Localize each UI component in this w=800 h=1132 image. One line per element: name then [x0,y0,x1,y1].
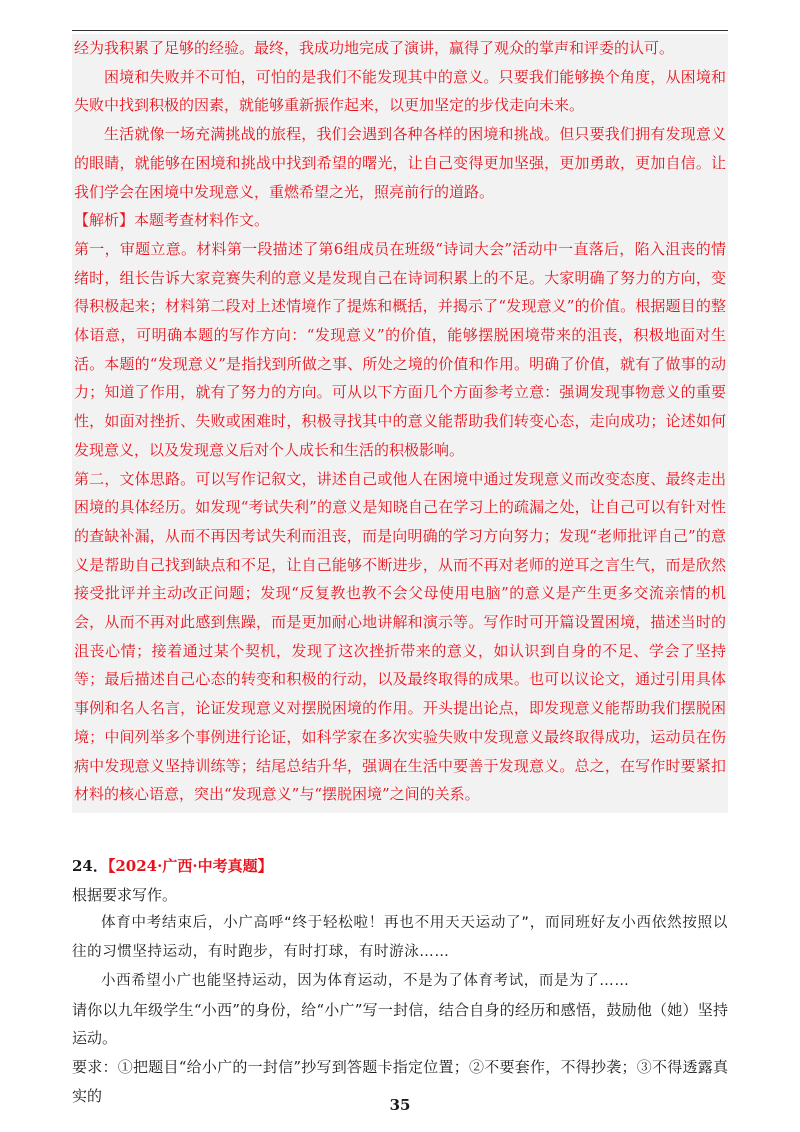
analysis-heading: 【解析】本题考查材料作文。 [74,211,270,230]
question-number: 24． [72,857,108,875]
question-24 [72,852,728,1110]
question-material-2: 小西希望小广也能坚持运动，因为体育运动，不是为了体育考试，而是为了…… [101,972,630,989]
header-rule [72,30,728,31]
page-number: 35 [389,1096,411,1114]
essay-paragraph: 生活就像一场充满挑战的旅程，我们会遇到各种各样的困境和挑战。但只要我们拥有发现意义的眼睛，就能够在困境和挑战中找到希望的曙光，让自己变得更加坚强，更加勇敢，更加自信。让我们学会在困境中发现意义，重燃希望之光，照亮前行的道路。 [74,125,726,201]
essay-paragraph: 经为我积累了足够的经验。最终，我成功地完成了演讲，赢得了观众的掌声和评委的认可。 [74,39,675,57]
analysis-paragraph-2: 第二，文体思路。可以写作记叙文，讲述自己或他人在困境中通过发现意义而改变态度、最终走出困境的具体经历。如发现“考试失利”的意义是知晓自己在学习上的疏漏之处，让自己可以有针对性的查缺补漏，从而不再因考试失利而沮丧，而是向明确的学习方向努力；发现“老师批评自己”的意义是帮助自己找到缺点和不足，让自己能够不断进步，从而不再对老师的逆耳之言生气，而是欣然接受批评并主动改正问题；发现“反复教也教不会父母使用电脑”的意义是产生更多交流亲情的机会，从而不再对此感到焦躁，而是更加耐心地讲解和演示等。写作时可开篇设置困境，描述当时的沮丧心情；接着通过某个契机，发现了这次挫折带来的意义，如认识到自身的不足、学会了坚持等；最后描述自己心态的转变和积极的行动，以及最终取得的成果。也可以议论文，通过引用具体事例和名人名言，论证发现意义对摆脱困境的作用。开头提出论点，即发现意义能帮助我们摆脱困境；中间列举多个事例进行论证，如科学家在多次实验失败中发现意义最终取得成功，运动员在伤病中发现意义坚持训练等；结尾总结升华，强调在生活中要善于发现意义。总之，在写作时要紧扣材料的核心语意，突出“发现意义”与“摆脱困境”之间的关系。 [74,469,726,804]
essay-paragraph: 困境和失败并不可怕，可怕的是我们不能发现其中的意义。只要我们能够换个角度，从困境和失败中找到积极的因素，就能够重新振作起来，以更加坚定的步伐走向未来。 [74,67,726,115]
question-heading [72,852,728,881]
question-requirements: 要求：①把题目“给小广的一封信”抄写到答题卡指定位置；②不要套作，不得抄袭；③不得透露真实的 [72,1057,728,1105]
answer-block [72,34,728,813]
question-source: 【2024·广西·中考真题】 [107,857,273,875]
question-task: 请你以九年级学生“小西”的身份，给“小广”写一封信，结合自身的经历和感悟，鼓励他（她）坚持运动。 [72,1000,728,1048]
question-material-1: 体育中考结束后，小广高呼“终于轻松啦！再也不用天天运动了”，而同班好友小西依然按照以往的习惯坚持运动，有时跑步，有时打球，有时游泳…… [72,915,728,961]
question-instruction: 根据要求写作。 [72,885,178,904]
analysis-paragraph-1: 第一，审题立意。材料第一段描述了第6组成员在班级“诗词大会”活动中一直落后，陷入沮丧的情绪时，组长告诉大家竞赛失利的意义是发现自己在诗词积累上的不足。大家明确了努力的方向，变得积极起来；材料第二段对上述情境作了提炼和概括，并揭示了“发现意义”的价值。根据题目的整体语意，可明确本题的写作方向：“发现意义”的价值，能够摆脱困境带来的沮丧，积极地面对生活。本题的“发现意义”是指找到所做之事、所处之境的价值和作用。明确了价值，就有了做事的动力；知道了作用，就有了努力的方向。可从以下方面几个方面参考立意：强调发现事物意义的重要性，如面对挫折、失败或困难时，积极寻找其中的意义能帮助我们转变心态，走向成功；论述如何发现意义，以及发现意义后对个人成长和生活的积极影响。 [74,239,726,459]
